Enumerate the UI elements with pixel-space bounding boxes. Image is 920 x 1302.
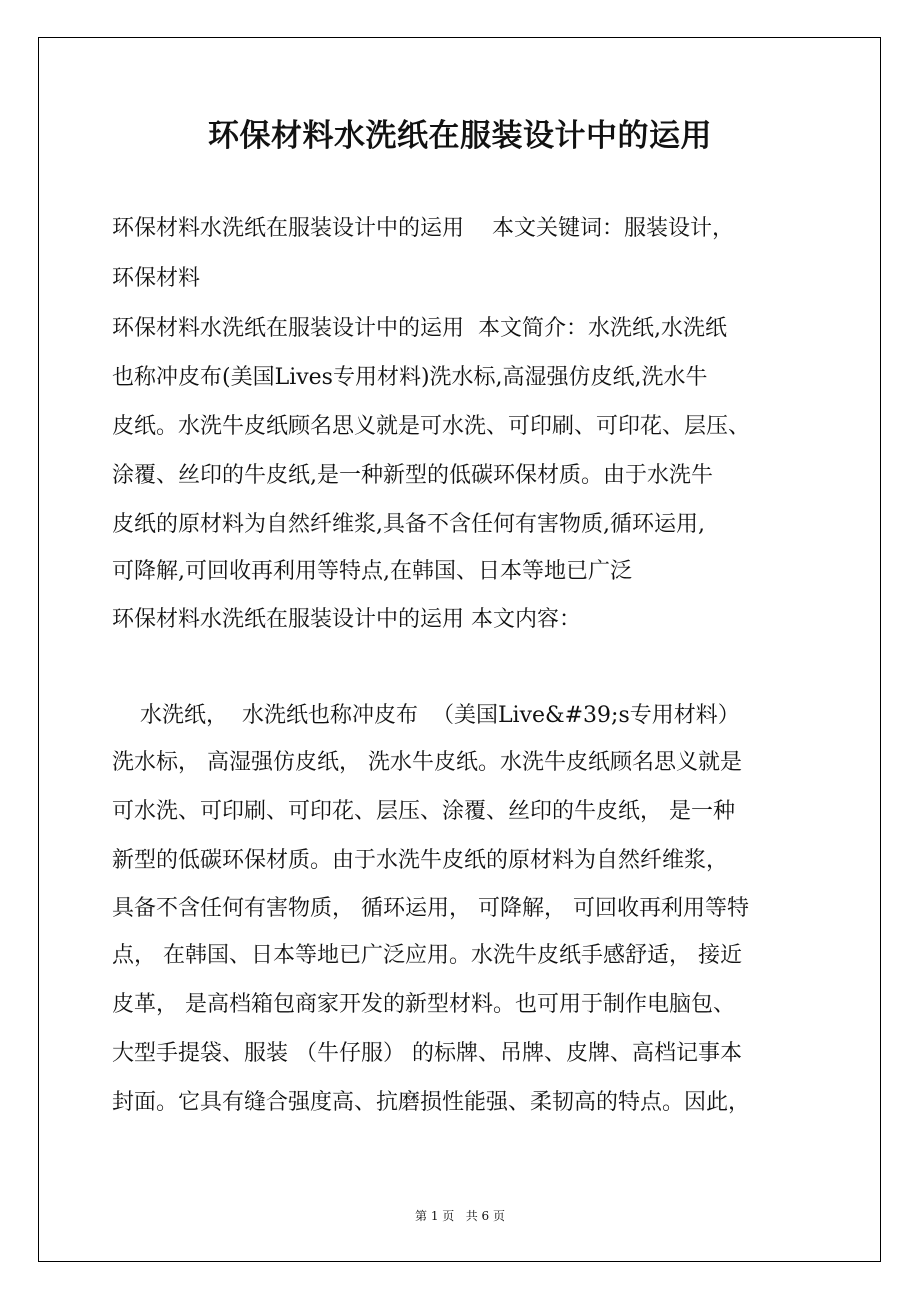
body-line: 可降解,可回收再利用等特点,在韩国、日本等地已广泛 (112, 559, 632, 584)
body-line: 洗水标， 高湿强仿皮纸， 洗水牛皮纸。水洗牛皮纸顾名思义就是 (112, 750, 742, 775)
body-line: 可水洗、可印刷、可印花、层压、涂覆、丝印的牛皮纸， 是一种 (112, 799, 735, 824)
body-line: 大型手提袋、服装 （牛仔服） 的标牌、吊牌、皮牌、高档记事本 (112, 1041, 742, 1066)
body-line: 新型的低碳环保材质。由于水洗牛皮纸的原材料为自然纤维浆， (112, 848, 729, 873)
body-line: 皮纸。水洗牛皮纸顾名思义就是可水洗、可印刷、可印花、层压、 (112, 414, 751, 439)
body-line: 水洗纸， 水洗纸也称冲皮布 （美国Live&#39;s专用材料） (112, 703, 740, 728)
body-line: 点， 在韩国、日本等地已广泛应用。水洗牛皮纸手感舒适， 接近 (112, 943, 742, 968)
body-line: 涂覆、丝印的牛皮纸,是一种新型的低碳环保材质。由于水洗牛 (112, 463, 713, 488)
body-line: 具备不含任何有害物质， 循环运用， 可降解， 可回收再利用等特 (112, 896, 749, 921)
body-line: 皮纸的原材料为自然纤维浆,具备不含任何有害物质,循环运用, (112, 512, 705, 537)
page-footer: 第 1 页 共 6 页 (415, 1209, 505, 1223)
body-line: 环保材料水洗纸在服装设计中的运用 本文简介：水洗纸,水洗纸 (112, 316, 727, 341)
body-line: 封面。它具有缝合强度高、抗磨损性能强、柔韧高的特点。因此， (112, 1090, 751, 1115)
body-line: 环保材料水洗纸在服装设计中的运用 本文内容： (112, 607, 581, 632)
document-title: 环保材料水洗纸在服装设计中的运用 (208, 118, 712, 154)
body-line: 环保材料 (112, 266, 201, 291)
body-line: 皮革， 是高档箱包商家开发的新型材料。也可用于制作电脑包、 (112, 992, 735, 1017)
body-line: 环保材料水洗纸在服装设计中的运用 本文关键词：服装设计， (112, 216, 734, 241)
body-line: 也称冲皮布(美国Lives专用材料)洗水标,高湿强仿皮纸,洗水牛 (112, 365, 708, 390)
